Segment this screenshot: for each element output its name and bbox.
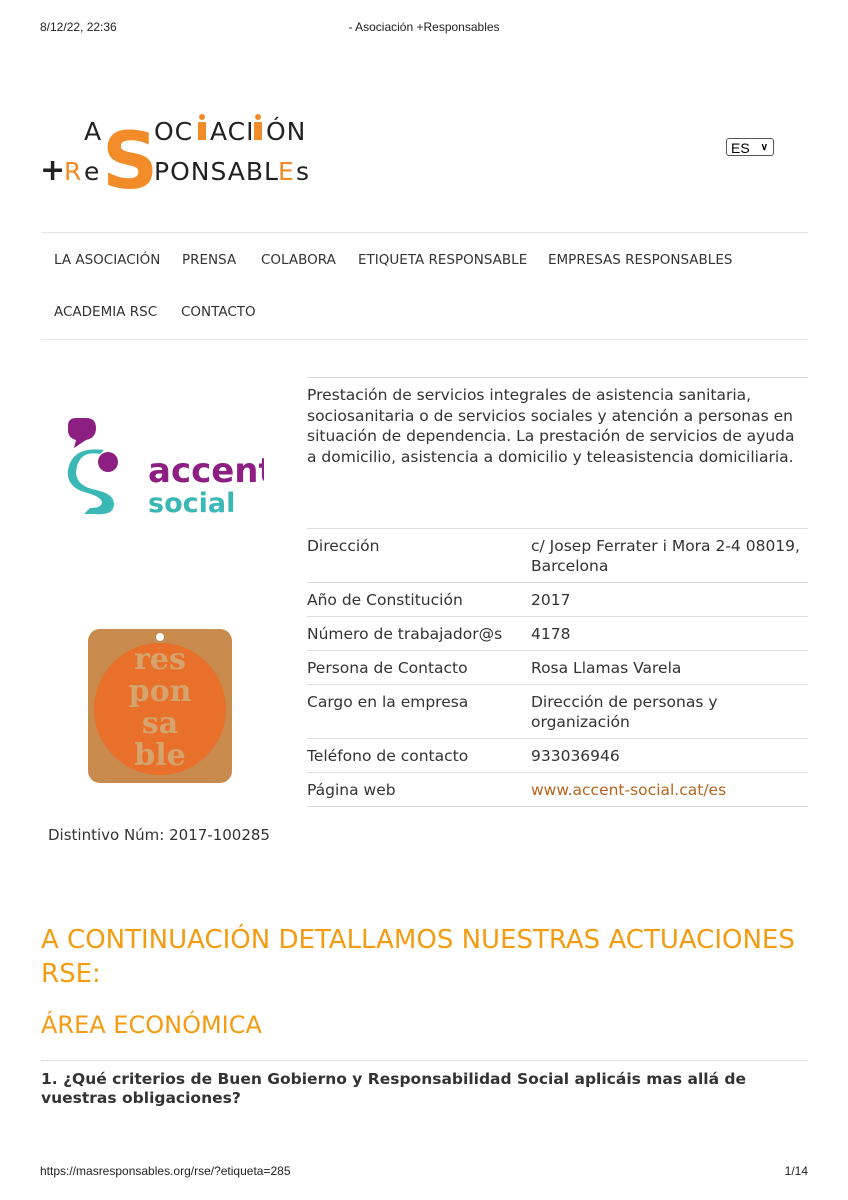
svg-text:R: R	[64, 157, 83, 186]
nav-item-academia-rsc[interactable]: ACADEMIA RSC	[54, 304, 158, 320]
badge-text-sa: sa	[141, 706, 179, 741]
table-row	[307, 739, 808, 773]
nav-item-prensa[interactable]: PRENSA	[182, 252, 237, 268]
detail-label: Dirección	[307, 529, 531, 583]
nav-item-contacto[interactable]: CONTACTO	[181, 304, 256, 320]
chevron-down-icon: ∨	[760, 142, 768, 153]
svg-text:e: e	[84, 157, 101, 186]
responsable-badge-graphic	[88, 629, 232, 783]
distintivo-number: Distintivo Núm: 2017-100285	[48, 826, 270, 844]
print-page-number: 1/14	[784, 1164, 808, 1178]
print-url: https://masresponsables.org/rse/?etiqueta=285	[40, 1164, 291, 1178]
detail-label: Teléfono de contacto	[307, 739, 531, 773]
svg-text:S: S	[102, 117, 159, 198]
print-date: 8/12/22, 22:36	[40, 20, 117, 34]
detail-label: Número de trabajador@s	[307, 617, 531, 651]
company-details-table	[307, 528, 808, 807]
company-description: Prestación de servicios integrales de asistencia sanitaria, sociosanitaria o de servicios sociales y atención a personas en situación de dependencia. La prestación de servicios de ayuda a domicilio, asistencia a domicilio y teleasistencia domiciliaria.	[307, 377, 808, 467]
site-logo[interactable]	[40, 108, 320, 198]
badge-text-ble: ble	[134, 738, 186, 773]
detail-label: Página web	[307, 773, 531, 807]
svg-text:+: +	[40, 153, 66, 188]
nav-item-empresas-responsables[interactable]: EMPRESAS RESPONSABLES	[548, 252, 733, 268]
detail-label: Cargo en la empresa	[307, 685, 531, 739]
detail-value: 933036946	[531, 739, 808, 773]
detail-value: 4178	[531, 617, 808, 651]
responsable-badge	[88, 629, 232, 783]
nav-item-etiqueta-responsable[interactable]: ETIQUETA RESPONSABLE	[358, 252, 528, 268]
table-row	[307, 583, 808, 617]
svg-text:PONSABL: PONSABL	[154, 157, 279, 186]
site-logo-graphic	[40, 108, 320, 198]
badge-text-res: res	[134, 642, 186, 677]
main-nav	[41, 232, 808, 340]
svg-text:ÓN: ÓN	[266, 117, 307, 146]
detail-value: Dirección de personas y organización	[531, 685, 808, 739]
print-title: - Asociación +Responsables	[348, 20, 500, 34]
company-logo-text-social: social	[148, 488, 236, 519]
language-select[interactable]	[726, 138, 774, 156]
table-row	[307, 773, 808, 807]
company-logo-text-accent: accent	[148, 451, 264, 491]
table-row	[307, 529, 808, 583]
nav-item-colabora[interactable]: COLABORA	[261, 252, 336, 268]
area-heading: ÁREA ECONÓMICA	[41, 1011, 262, 1039]
detail-label: Año de Constitución	[307, 583, 531, 617]
badge-text-pon: pon	[128, 674, 192, 709]
company-logo-graphic	[64, 416, 264, 526]
detail-value: Rosa Llamas Varela	[531, 651, 808, 685]
company-logo	[64, 416, 264, 526]
table-row	[307, 685, 808, 739]
svg-text:s: s	[296, 157, 311, 186]
svg-text:OC: OC	[154, 117, 194, 146]
svg-text:ACI: ACI	[210, 117, 255, 146]
language-value: ES	[731, 140, 750, 156]
detail-label: Persona de Contacto	[307, 651, 531, 685]
table-row	[307, 617, 808, 651]
website-link[interactable]: www.accent-social.cat/es	[531, 781, 727, 799]
print-header	[40, 20, 808, 36]
print-footer	[40, 1164, 808, 1180]
svg-text:E: E	[278, 157, 295, 186]
section-heading: A CONTINUACIÓN DETALLAMOS NUESTRAS ACTUACIONES RSE:	[41, 925, 795, 989]
detail-value: c/ Josep Ferrater i Mora 2-4 08019, Barcelona	[531, 529, 808, 583]
question-heading: 1. ¿Qué criterios de Buen Gobierno y Responsabilidad Social aplicáis mas allá de vuestras obligaciones?	[41, 1060, 808, 1108]
nav-item-la-asociacion[interactable]: LA ASOCIACIÓN	[54, 252, 161, 268]
table-row	[307, 651, 808, 685]
detail-value: 2017	[531, 583, 808, 617]
svg-text:A: A	[84, 117, 103, 146]
